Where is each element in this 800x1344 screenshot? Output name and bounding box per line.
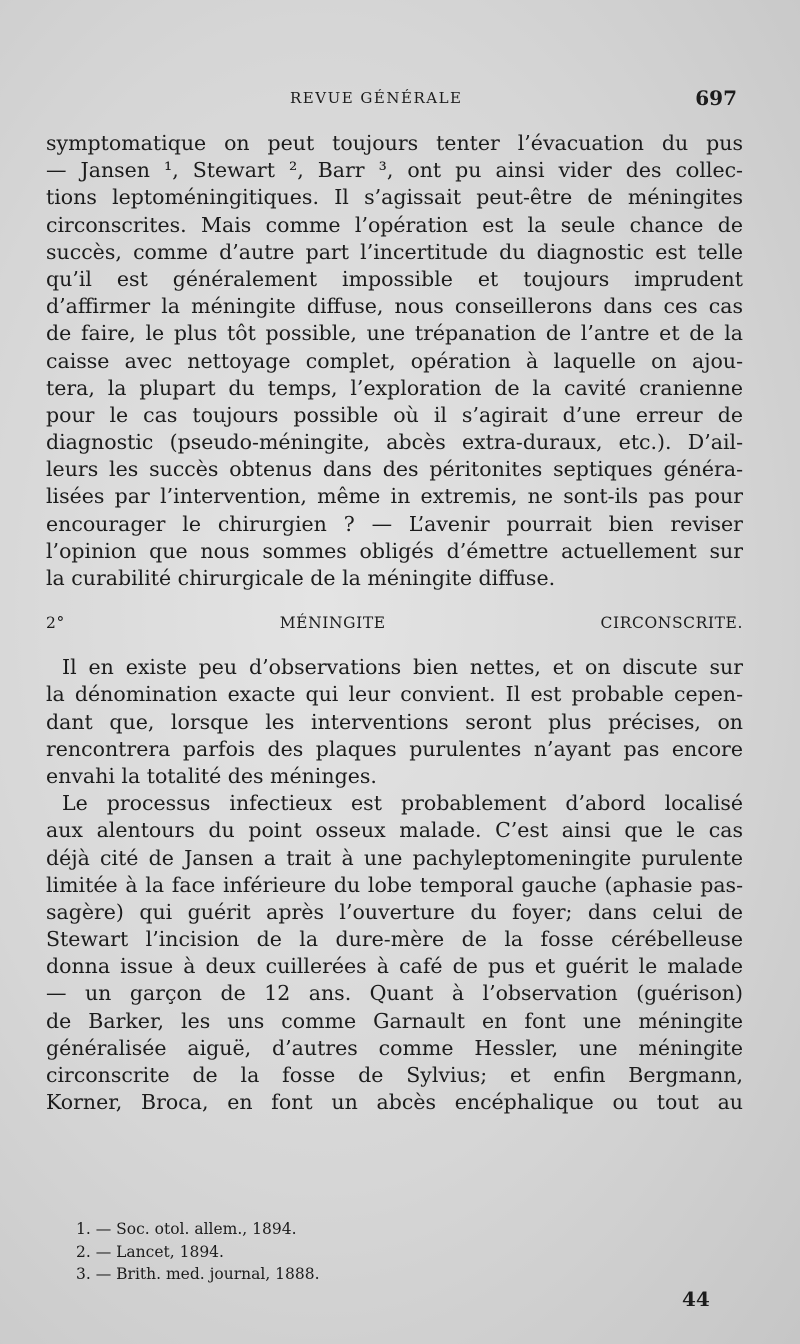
text-line: Le processus infectieux est probablement d’abord localisé: [62, 791, 743, 816]
text-line: aux alentours du point osseux malade. C’est ainsi que le cas: [46, 818, 743, 843]
text-line: de Barker, les uns comme Garnault en font une méningite: [46, 1008, 743, 1033]
signature-mark: 44: [682, 1287, 710, 1311]
text-line: la curabilité chirurgicale de la méningite diffuse.: [46, 566, 556, 590]
text-line: caisse avec nettoyage complet, opération à laquelle on ajou-: [46, 348, 743, 373]
footnote-1: 1. — Soc. otol. allem., 1894.: [76, 1220, 297, 1238]
paragraph-1: [46, 130, 743, 592]
text-line: dant que, lorsque les interventions seront plus précises, on: [46, 709, 743, 734]
text-line: leurs les succès obtenus dans des péritonites septiques généra-: [46, 457, 743, 482]
running-title: REVUE GÉNÉRALE: [290, 89, 463, 107]
section-title: 2° MÉNINGITE CIRCONSCRITE.: [46, 614, 743, 633]
text-line: succès, comme d’autre part l’incertitude du diagnostic est telle: [46, 239, 743, 264]
text-line: diagnostic (pseudo-méningite, abcès extra-duraux, etc.). D’ail-: [46, 430, 743, 455]
text-line: encourager le chirurgien ? — L’avenir pourrait bien reviser: [46, 511, 743, 536]
paragraph-2: [46, 654, 743, 790]
text-line: envahi la totalité des méninges.: [46, 763, 377, 788]
text-line: d’affirmer la méningite diffuse, nous conseillerons dans ces cas: [46, 294, 743, 319]
text-line: symptomatique on peut toujours tenter l’évacuation du pus: [46, 131, 743, 155]
page: [46, 86, 743, 1116]
text-line: rencontrera parfois des plaques purulentes n’ayant pas encore: [46, 736, 743, 761]
text-line: circonscrite de la fosse de Sylvius; et enfin Bergmann,: [46, 1063, 743, 1087]
text-line: donna issue à deux cuillerées à café de pus et guérit le malade: [46, 954, 743, 979]
text-line: Stewart l’incision de la dure-mère de la fosse cérébelleuse: [46, 927, 743, 952]
text-line: pour le cas toujours possible où il s’agirait d’une erreur de: [46, 402, 743, 427]
text-line: lisées par l’intervention, même in extremis, ne sont-ils pas pour: [46, 484, 743, 509]
text-line: qu’il est généralement impossible et toujours imprudent: [46, 266, 743, 291]
text-line: de faire, le plus tôt possible, une trépanation de l’antre et de la: [46, 321, 743, 346]
text-line: circonscrites. Mais comme l’opération est la seule chance de: [46, 212, 743, 237]
page-number: 697: [695, 86, 737, 110]
text-line: la dénomination exacte qui leur convient. Il est probable cepen-: [46, 682, 743, 707]
text-line: — un garçon de 12 ans. Quant à l’observation (guérison): [46, 981, 743, 1006]
text-line: Korner, Broca, en font un abcès encéphalique ou tout au: [46, 1090, 743, 1115]
text-line: l’opinion que nous sommes obligés d’émettre actuellement sur: [46, 538, 743, 563]
footnote-2: 2. — Lancet, 1894.: [76, 1242, 224, 1261]
text-line: limitée à la face inférieure du lobe temporal gauche (aphasie pas-: [46, 872, 743, 897]
text-line: tions leptoméningitiques. Il s’agissait peut-être de méningites: [46, 185, 743, 210]
page-header: [46, 86, 743, 116]
text-line: tera, la plupart du temps, l’exploration de la cavité cranienne: [46, 375, 743, 400]
text-line: — Jansen ¹, Stewart ², Barr ³, ont pu ainsi vider des collec-: [46, 158, 743, 183]
text-line: sagère) qui guérit après l’ouverture du foyer; dans celui de: [46, 899, 743, 924]
body-text: [46, 130, 743, 1116]
text-line: Il en existe peu d’observations bien nettes, et on discute sur: [62, 655, 743, 680]
paragraph-3: [46, 790, 743, 1116]
text-line: déjà cité de Jansen a trait à une pachyleptomeningite purulente: [46, 845, 743, 870]
footnotes: [76, 1218, 320, 1286]
footnote-3: 3. — Brith. med. journal, 1888.: [76, 1265, 320, 1283]
text-line: généralisée aiguë, d’autres comme Hessler, une méningite: [46, 1035, 743, 1060]
